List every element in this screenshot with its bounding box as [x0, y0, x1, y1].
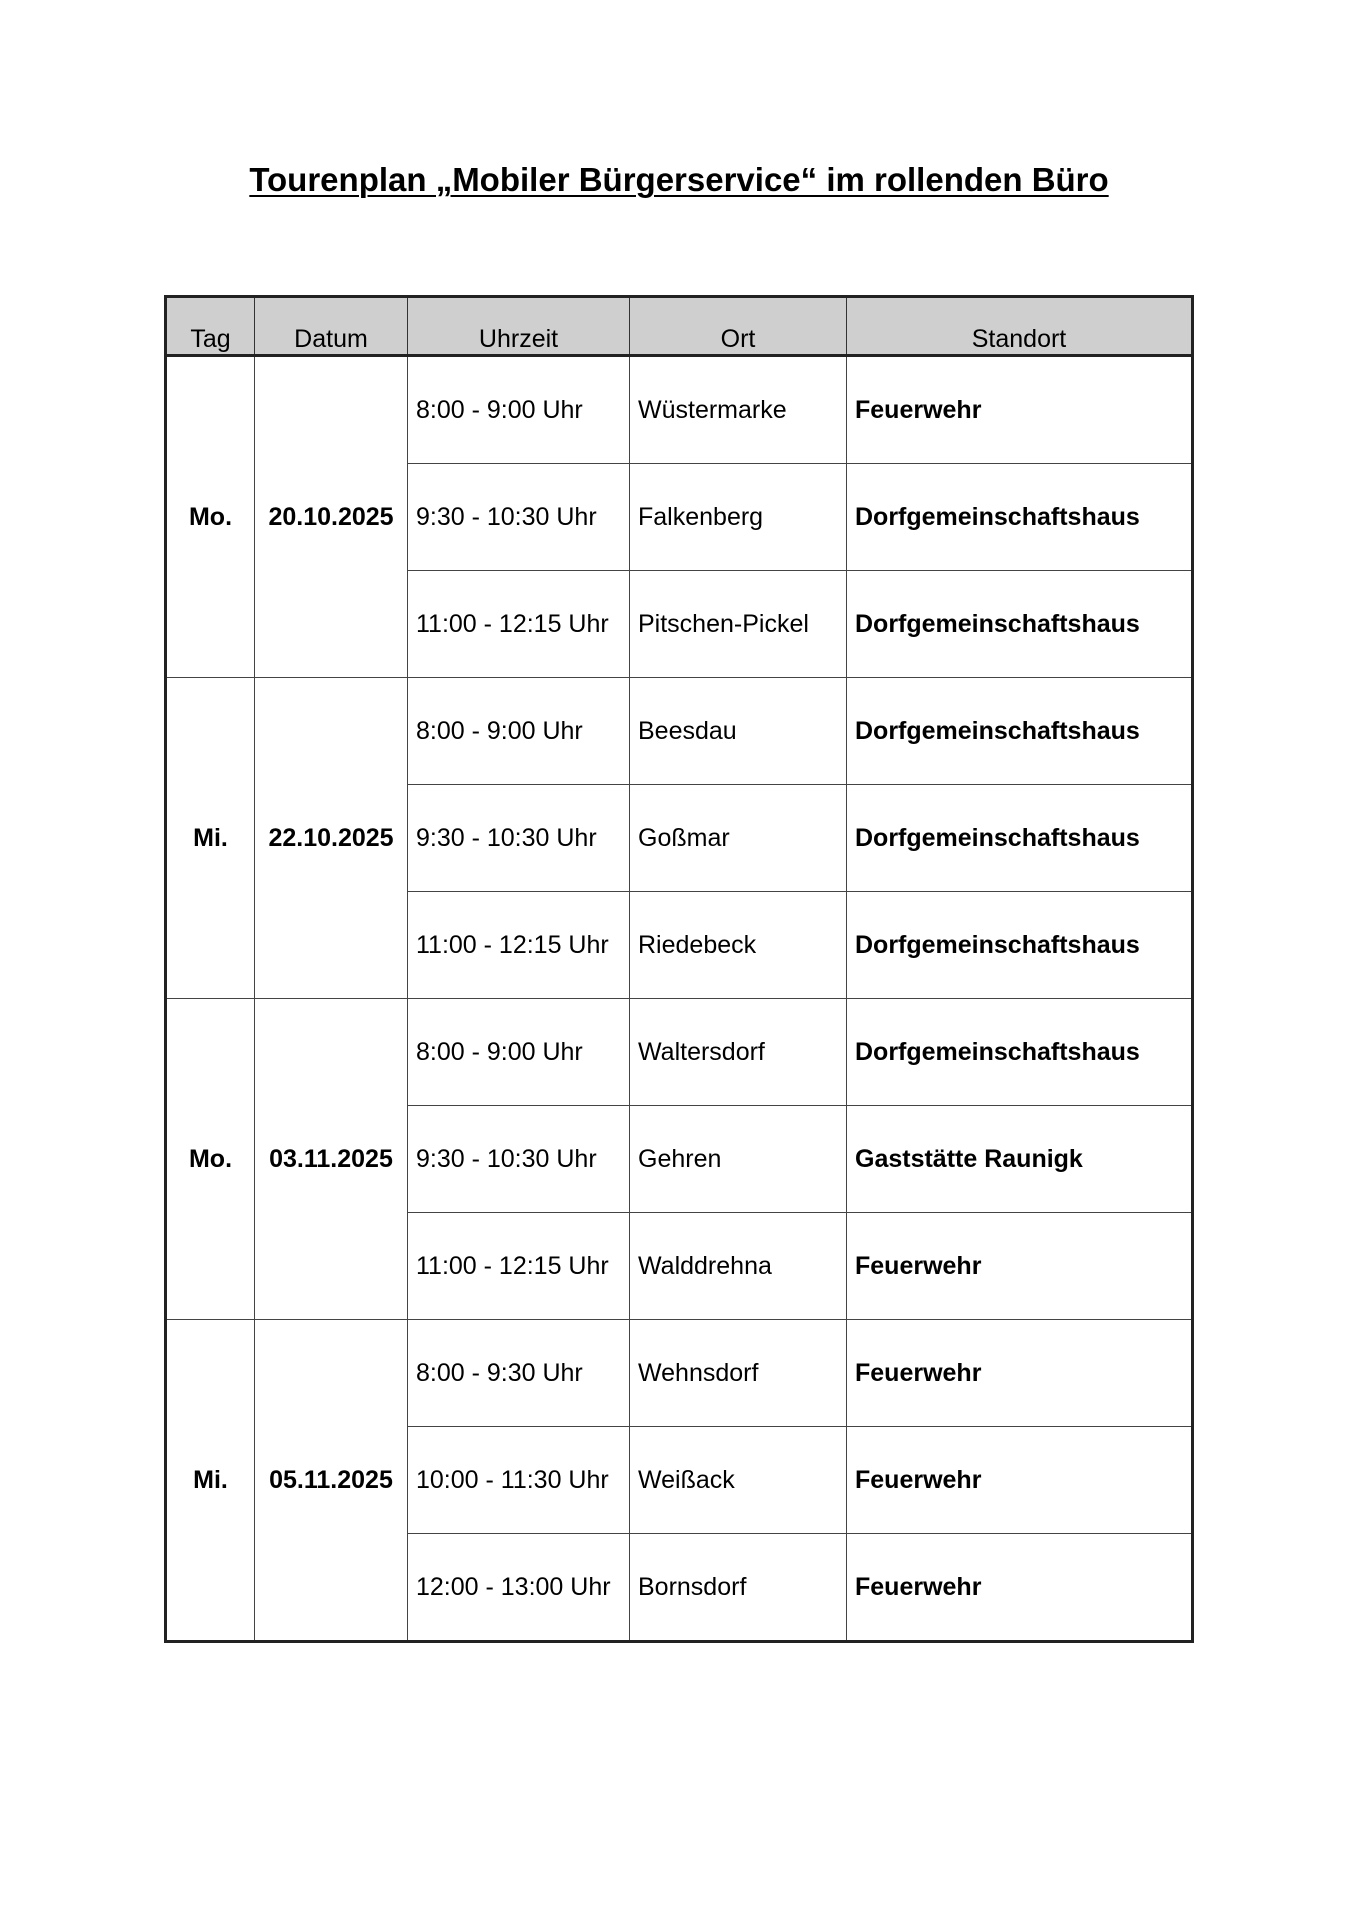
place-cell: Waltersdorf	[630, 999, 847, 1106]
time-cell: 9:30 - 10:30 Uhr	[408, 785, 630, 892]
location-cell: Dorfgemeinschaftshaus	[847, 892, 1193, 999]
date-cell: 20.10.2025	[255, 356, 408, 678]
place-cell: Falkenberg	[630, 464, 847, 571]
tour-schedule-table	[164, 295, 1194, 1643]
time-cell: 8:00 - 9:30 Uhr	[408, 1320, 630, 1427]
day-cell: Mo.	[166, 356, 255, 678]
time-cell: 8:00 - 9:00 Uhr	[408, 999, 630, 1106]
location-cell: Dorfgemeinschaftshaus	[847, 464, 1193, 571]
time-cell: 10:00 - 11:30 Uhr	[408, 1427, 630, 1534]
location-cell: Feuerwehr	[847, 1320, 1193, 1427]
place-cell: Goßmar	[630, 785, 847, 892]
day-cell: Mo.	[166, 999, 255, 1320]
time-cell: 8:00 - 9:00 Uhr	[408, 356, 630, 464]
location-cell: Dorfgemeinschaftshaus	[847, 571, 1193, 678]
header-datum: Datum	[255, 297, 408, 356]
date-cell: 03.11.2025	[255, 999, 408, 1320]
location-cell: Feuerwehr	[847, 1427, 1193, 1534]
place-cell: Weißack	[630, 1427, 847, 1534]
location-cell: Feuerwehr	[847, 356, 1193, 464]
time-cell: 12:00 - 13:00 Uhr	[408, 1534, 630, 1642]
place-cell: Pitschen-Pickel	[630, 571, 847, 678]
place-cell: Gehren	[630, 1106, 847, 1213]
header-uhrzeit: Uhrzeit	[408, 297, 630, 356]
header-tag: Tag	[166, 297, 255, 356]
location-cell: Dorfgemeinschaftshaus	[847, 678, 1193, 785]
table-row	[166, 1320, 1193, 1427]
day-cell: Mi.	[166, 1320, 255, 1642]
place-cell: Beesdau	[630, 678, 847, 785]
time-cell: 11:00 - 12:15 Uhr	[408, 1213, 630, 1320]
place-cell: Wehnsdorf	[630, 1320, 847, 1427]
location-cell: Feuerwehr	[847, 1213, 1193, 1320]
location-cell: Gaststätte Raunigk	[847, 1106, 1193, 1213]
date-cell: 05.11.2025	[255, 1320, 408, 1642]
date-cell: 22.10.2025	[255, 678, 408, 999]
table-row	[166, 999, 1193, 1106]
location-cell: Dorfgemeinschaftshaus	[847, 999, 1193, 1106]
time-cell: 11:00 - 12:15 Uhr	[408, 571, 630, 678]
table-header-row	[166, 297, 1193, 356]
place-cell: Walddrehna	[630, 1213, 847, 1320]
time-cell: 9:30 - 10:30 Uhr	[408, 1106, 630, 1213]
time-cell: 9:30 - 10:30 Uhr	[408, 464, 630, 571]
place-cell: Bornsdorf	[630, 1534, 847, 1642]
time-cell: 11:00 - 12:15 Uhr	[408, 892, 630, 999]
header-standort: Standort	[847, 297, 1193, 356]
page-title: Tourenplan „Mobiler Bürgerservice“ im rollenden Büro	[249, 161, 1109, 198]
table-row	[166, 356, 1193, 464]
table-row	[166, 678, 1193, 785]
time-cell: 8:00 - 9:00 Uhr	[408, 678, 630, 785]
location-cell: Feuerwehr	[847, 1534, 1193, 1642]
header-ort: Ort	[630, 297, 847, 356]
place-cell: Wüstermarke	[630, 356, 847, 464]
day-cell: Mi.	[166, 678, 255, 999]
place-cell: Riedebeck	[630, 892, 847, 999]
location-cell: Dorfgemeinschaftshaus	[847, 785, 1193, 892]
